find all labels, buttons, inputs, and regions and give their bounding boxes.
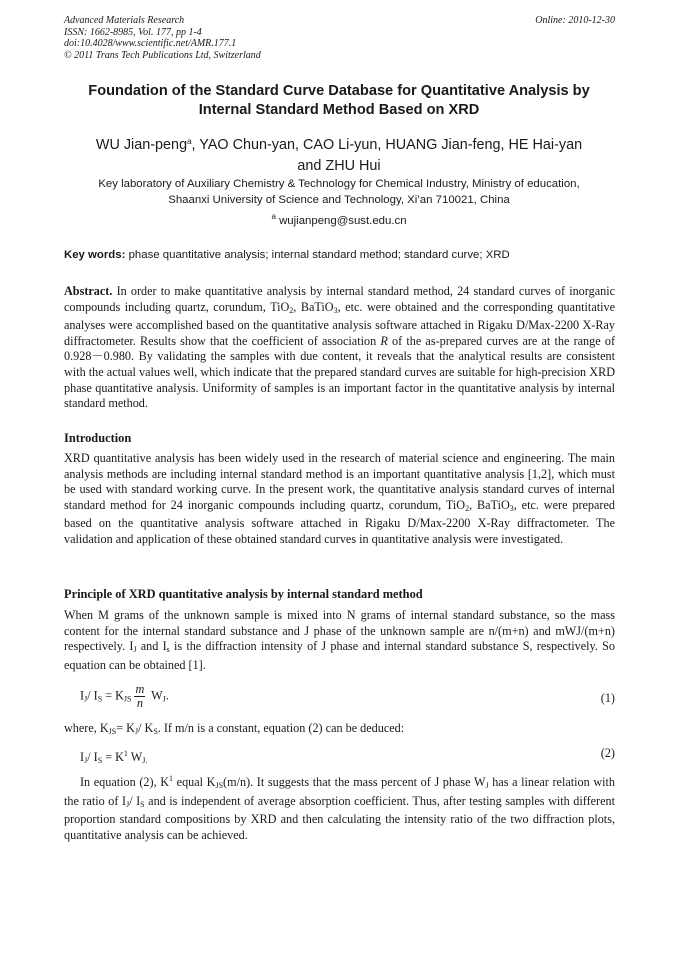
where-line: [64, 721, 615, 740]
sub: s: [166, 645, 170, 655]
sub: S: [97, 694, 103, 704]
sub: J: [133, 645, 137, 655]
principle-heading: Principle of XRD quantitative analysis by internal standard method: [64, 587, 423, 601]
keywords: [64, 248, 615, 263]
sub: JS: [123, 694, 132, 704]
final-text: has a linear relation with the ratio of I: [64, 775, 615, 808]
eq-text: I: [80, 750, 85, 764]
abstract-text-4: of the as-prepared curves are at the range of 0.928－0.980. By validating the samples with due content, it reveals that the analytical results are consistent with the actual values well, which indicate that the prepared standard curves are suitable for high-precision XRD phase quantitative analysis. Uniformity of samples is an important factor in the quantitative analysis by internal standard method.: [64, 333, 615, 411]
final-text: In equation (2), K: [80, 775, 170, 789]
sub: 3: [509, 503, 514, 513]
affiliation-line-1: Key laboratory of Auxiliary Chemistry & Technology for Chemical Industry, Ministry of education,: [98, 178, 580, 190]
sup: 1: [169, 774, 174, 783]
email[interactable]: wujianpeng@sust.edu.cn: [279, 215, 407, 227]
journal-header: [64, 15, 615, 61]
sub: J: [162, 694, 166, 704]
sub: J: [485, 781, 489, 790]
final-text: equal K: [173, 775, 216, 789]
principle-text-2: and I: [136, 639, 167, 654]
sup: 1: [123, 749, 128, 758]
where-text: / K: [138, 721, 154, 735]
sub: J.: [142, 756, 148, 765]
keywords-label: Key words:: [64, 249, 126, 261]
affiliation-line-2: Shaanxi University of Science and Technology, Xi’an 710021, China: [168, 193, 510, 206]
authors-line-2: and ZHU Hui: [297, 158, 381, 174]
abstract-label: Abstract.: [64, 284, 113, 298]
principle-text-3: is the diffraction intensity of J phase and internal standard substance S, respectively. So equation can be obtained [1].: [64, 639, 615, 672]
eq-text: .: [165, 688, 169, 703]
sub: 2: [465, 503, 470, 513]
where-text: where, K: [64, 721, 109, 735]
sub: 3: [333, 305, 338, 315]
eq-text: / I: [87, 750, 98, 764]
final-text: (m/n). It suggests that the mass percent of J phase W: [223, 775, 486, 789]
final-paragraph: [64, 771, 615, 843]
email-sup: a: [271, 212, 276, 221]
sub: J: [126, 799, 130, 809]
denominator: n: [136, 696, 143, 710]
sub: JS: [108, 727, 117, 736]
equation-2-number: (2): [600, 746, 615, 760]
title-line-2: Internal Standard Method Based on XRD: [198, 102, 480, 118]
equation-1-number: (1): [600, 691, 615, 705]
sub: J: [134, 727, 139, 736]
eq-text: = K: [102, 750, 124, 764]
symbol-R: R: [380, 333, 388, 348]
eq-text: W: [148, 688, 163, 703]
abstract-text-3: , etc. were obtained and the corresponding quantitative analyses were accomplished based on the quantitative analysis software attached in Rigaku D/Max-2200 X-Ray diffractometer. Results show that the coefficient of association: [64, 299, 616, 348]
where-text: . If m/n is a constant, equation (2) can be deduced:: [157, 721, 405, 735]
paper-title: [55, 82, 623, 120]
intro-paragraph: [64, 451, 615, 548]
author-rest: , YAO Chun-yan, CAO Li-yun, HUANG Jian-feng, HE Hai-yan: [191, 137, 583, 153]
title-line-1: Foundation of the Standard Curve Database for Quantitative Analysis by: [88, 83, 590, 99]
sub: S: [97, 756, 103, 765]
equation-2: [80, 746, 147, 768]
sub: J: [84, 694, 88, 704]
sub: S: [140, 799, 145, 809]
principle-text-1: When M grams of the unknown sample is mixed into N grams of internal standard substance, so the mass content for the internal standard substance and J phase of the unknown sample are n/(m+n) and mWJ/(m+n) respectively. I: [64, 608, 615, 654]
principle-paragraph: [64, 608, 615, 673]
equation-1: [80, 683, 169, 710]
sub: JS: [215, 781, 224, 790]
online-date: Online: 2010-12-30: [535, 15, 615, 26]
eq-text: I: [80, 688, 85, 703]
intro-text-3: , etc. were prepared based on the quantitative analysis software attached in Rigaku D/Max-2200 X-Ray diffractometer. The validation and application of these obtained standard curves in quantitative analysis were investigated.: [64, 497, 615, 546]
intro-text-1: XRD quantitative analysis has been widely used in the research of material science and engineering. The main analysis methods are including internal standard method is an important quantitative analysis [1,2], which must be used with standard working curve. In the present work, the quantitative analysis standard curves of internal standard method for 24 inorganic compounds including quartz, corundum, TiO: [64, 451, 615, 512]
intro-heading: Introduction: [64, 431, 132, 445]
sub: S: [153, 727, 158, 736]
intro-text-2: , BaTiO: [469, 497, 510, 512]
copyright: © 2011 Trans Tech Publications Ltd, Switzerland: [64, 49, 261, 61]
journal-name: Advanced Materials Research: [64, 15, 185, 26]
authors: [55, 131, 623, 177]
author-first: WU Jian-peng: [95, 137, 188, 153]
doi: doi:10.4028/www.scientific.net/AMR.177.1: [64, 38, 237, 49]
affiliation: [55, 177, 623, 208]
author-sup: a: [187, 137, 192, 146]
abstract-text-2: , BaTiO: [293, 299, 334, 314]
issn: ISSN: 1662-8985, Vol. 177, pp 1-4: [64, 26, 202, 38]
abstract: [64, 284, 615, 412]
eq-text: / I: [87, 688, 98, 703]
eq-text: W: [127, 750, 143, 764]
sub: 2: [289, 305, 294, 315]
sub: J: [84, 756, 88, 765]
abstract-text-1: In order to make quantitative analysis by internal standard method, 24 standard curves of inorganic compounds including quartz, corundum, TiO: [64, 284, 616, 314]
keywords-text: phase quantitative analysis; internal standard method; standard curve; XRD: [128, 249, 510, 261]
final-text: / I: [129, 793, 141, 808]
email-line: [55, 209, 623, 229]
final-text: and is independent of average absorption coefficient. Thus, after testing samples with different proportion standard compositions by XRD and then calculating the intensity ratio of the two diffraction plots, quantitative analysis can be achieved.: [64, 793, 616, 842]
fraction: [134, 683, 145, 710]
where-text: = K: [116, 721, 135, 735]
numerator: m: [135, 682, 145, 696]
eq-text: = K: [102, 688, 124, 703]
